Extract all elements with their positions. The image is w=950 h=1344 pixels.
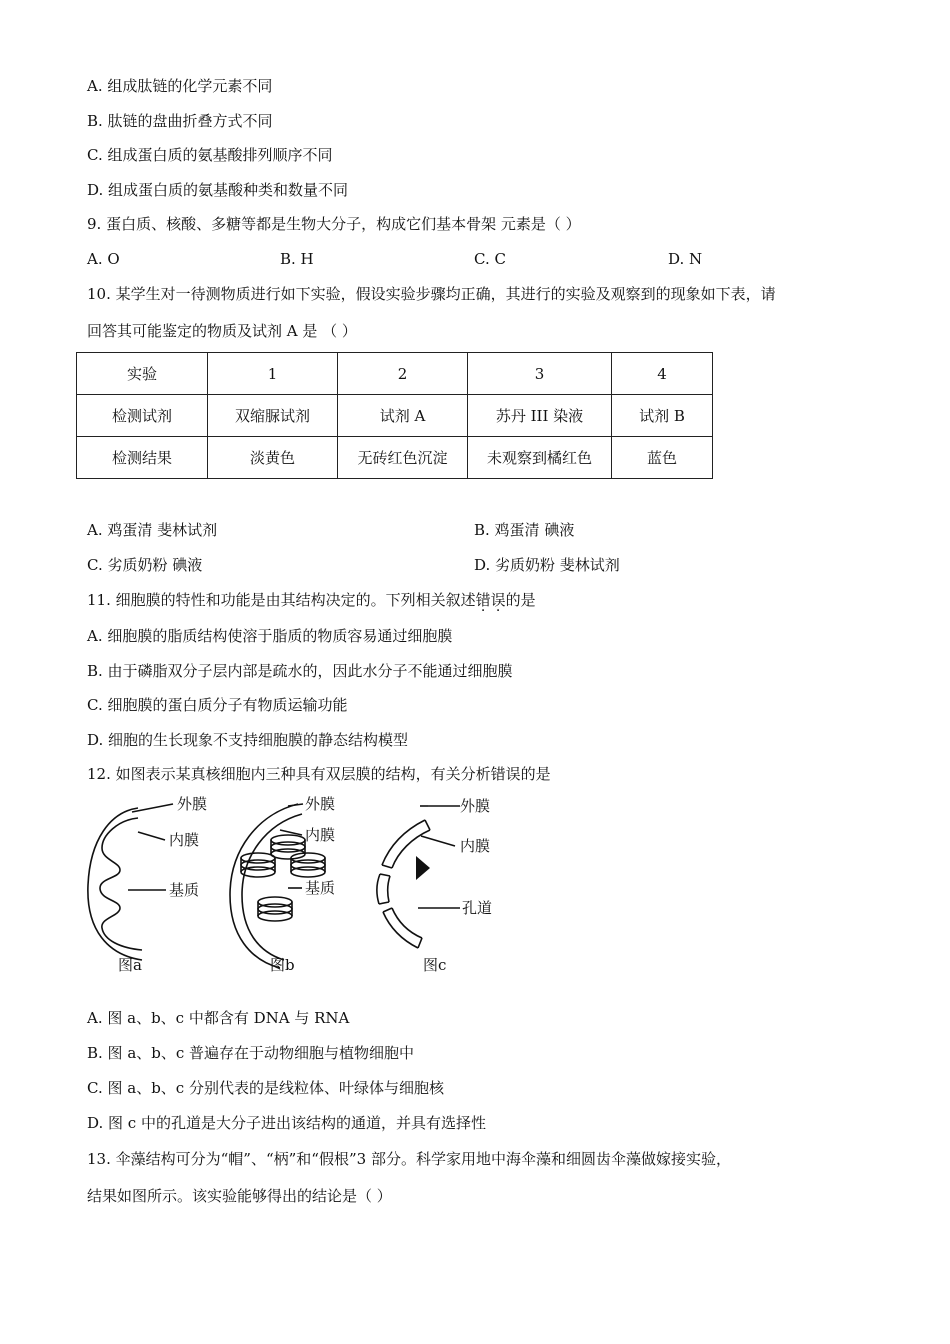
q11-stem-suffix: 的是: [505, 591, 536, 609]
q12-option-a: A. 图 a、b、c 中都含有 DNA 与 RNA: [87, 1009, 350, 1027]
q12-option-b: B. 图 a、b、c 普遍存在于动物细胞与植物细胞中: [87, 1044, 415, 1062]
q10-table: [76, 352, 713, 479]
table-cell: 淡黄色: [208, 437, 338, 479]
mitochondrion-inner-membrane: [100, 818, 142, 950]
q8-option-b: B. 肽链的盘曲折叠方式不同: [87, 112, 273, 130]
fig-b-label-inner: 内膜: [305, 826, 336, 844]
grana-stack: [241, 853, 275, 877]
table-cell: 无砖红色沉淀: [338, 437, 468, 479]
q11-option-c: C. 细胞膜的蛋白质分子有物质运输功能: [87, 696, 348, 714]
fig-c-label-pore: 孔道: [462, 899, 493, 917]
q10-option-d: D. 劣质奶粉 斐林试剂: [474, 556, 620, 574]
q11-stem-prefix: 11. 细胞膜的特性和功能是由其结构决定的。下列相关叙述: [87, 591, 476, 609]
grana-stack: [291, 853, 325, 877]
q11-option-d: D. 细胞的生长现象不支持细胞膜的静态结构模型: [87, 731, 409, 749]
table-cell: 检测结果: [77, 437, 208, 479]
q11-emphasis-1: 错: [475, 591, 491, 609]
q13-stem-line1: 13. 伞藻结构可分为“帽”、“柄”和“假根”3 部分。科学家用地中海伞藻和细圆齿伞藻做嫁接实验，: [87, 1150, 731, 1168]
fig-c-label-inner: 内膜: [460, 837, 491, 855]
table-cell: 蓝色: [612, 437, 713, 479]
fig-a-caption: 图a: [118, 956, 142, 974]
table-cell: 实验: [77, 353, 208, 395]
q10-option-b: B. 鸡蛋清 碘液: [474, 521, 575, 539]
table-cell: 试剂 B: [612, 395, 713, 437]
table-cell: 试剂 A: [338, 395, 468, 437]
table-cell: 双缩脲试剂: [208, 395, 338, 437]
table-cell: 检测试剂: [77, 395, 208, 437]
q10-option-a: A. 鸡蛋清 斐林试剂: [87, 521, 218, 539]
q12-option-d: D. 图 c 中的孔道是大分子进出该结构的通道，并具有选择性: [87, 1114, 486, 1132]
q10-stem-line2: 回答其可能鉴定的物质及试剂 A 是 （ ）: [87, 322, 357, 340]
table-row: [77, 353, 713, 395]
fig-a-label-inner: 内膜: [169, 831, 200, 849]
q10-option-c: C. 劣质奶粉 碘液: [87, 556, 203, 574]
q9-option-d: D. N: [668, 250, 703, 268]
q8-option-d: D. 组成蛋白质的氨基酸种类和数量不同: [87, 181, 349, 199]
q11-emphasis-2: 误: [490, 591, 506, 609]
chloroplast-outer-membrane: [230, 804, 298, 968]
q12-option-c: C. 图 a、b、c 分别代表的是线粒体、叶绿体与细胞核: [87, 1079, 444, 1097]
table-cell: 2: [338, 353, 468, 395]
table-cell: 1: [208, 353, 338, 395]
fig-a-label-outer: 外膜: [177, 795, 208, 813]
table-cell: 4: [612, 353, 713, 395]
nuclear-envelope: [377, 820, 430, 948]
q13-stem-line2: 结果如图所示。该实验能够得出的结论是（ ）: [87, 1187, 392, 1205]
fig-b-caption: 图b: [270, 956, 295, 974]
q12-stem: 12. 如图表示某真核细胞内三种具有双层膜的结构，有关分析错误的是: [87, 765, 551, 783]
grana-stack: [258, 897, 292, 921]
q9-option-c: C. C: [474, 250, 506, 268]
table-cell: 苏丹 III 染液: [468, 395, 612, 437]
table-row: [77, 395, 713, 437]
q11-stem: [87, 590, 536, 610]
fig-b-label-outer: 外膜: [305, 795, 336, 813]
mitochondrion-outer-membrane: [88, 808, 142, 960]
table-cell: 3: [468, 353, 612, 395]
organelle-figure: [80, 790, 520, 985]
q9-option-a: A. O: [87, 250, 120, 268]
table-row: [77, 437, 713, 479]
table-cell: 未观察到橘红色: [468, 437, 612, 479]
q10-stem-line1: 10. 某学生对一待测物质进行如下实验，假设实验步骤均正确，其进行的实验及观察到的现象如下表，请: [87, 285, 776, 303]
q11-option-a: A. 细胞膜的脂质结构使溶于脂质的物质容易通过细胞膜: [87, 627, 453, 645]
fig-b-label-matrix: 基质: [305, 879, 336, 897]
fig-c-label-outer: 外膜: [460, 797, 491, 815]
fig-c-caption: 图c: [423, 956, 447, 974]
q11-option-b: B. 由于磷脂双分子层内部是疏水的，因此水分子不能通过细胞膜: [87, 662, 513, 680]
q8-option-a: A. 组成肽链的化学元素不同: [87, 77, 273, 95]
nuclear-pore-marker: [416, 856, 430, 880]
q8-option-c: C. 组成蛋白质的氨基酸排列顺序不同: [87, 146, 333, 164]
q9-option-b: B. H: [280, 250, 314, 268]
fig-a-label-matrix: 基质: [169, 881, 200, 899]
q9-stem: 9. 蛋白质、核酸、多糖等都是生物大分子，构成它们基本骨架 元素是（ ）: [87, 215, 581, 233]
grana-stack: [271, 835, 305, 859]
